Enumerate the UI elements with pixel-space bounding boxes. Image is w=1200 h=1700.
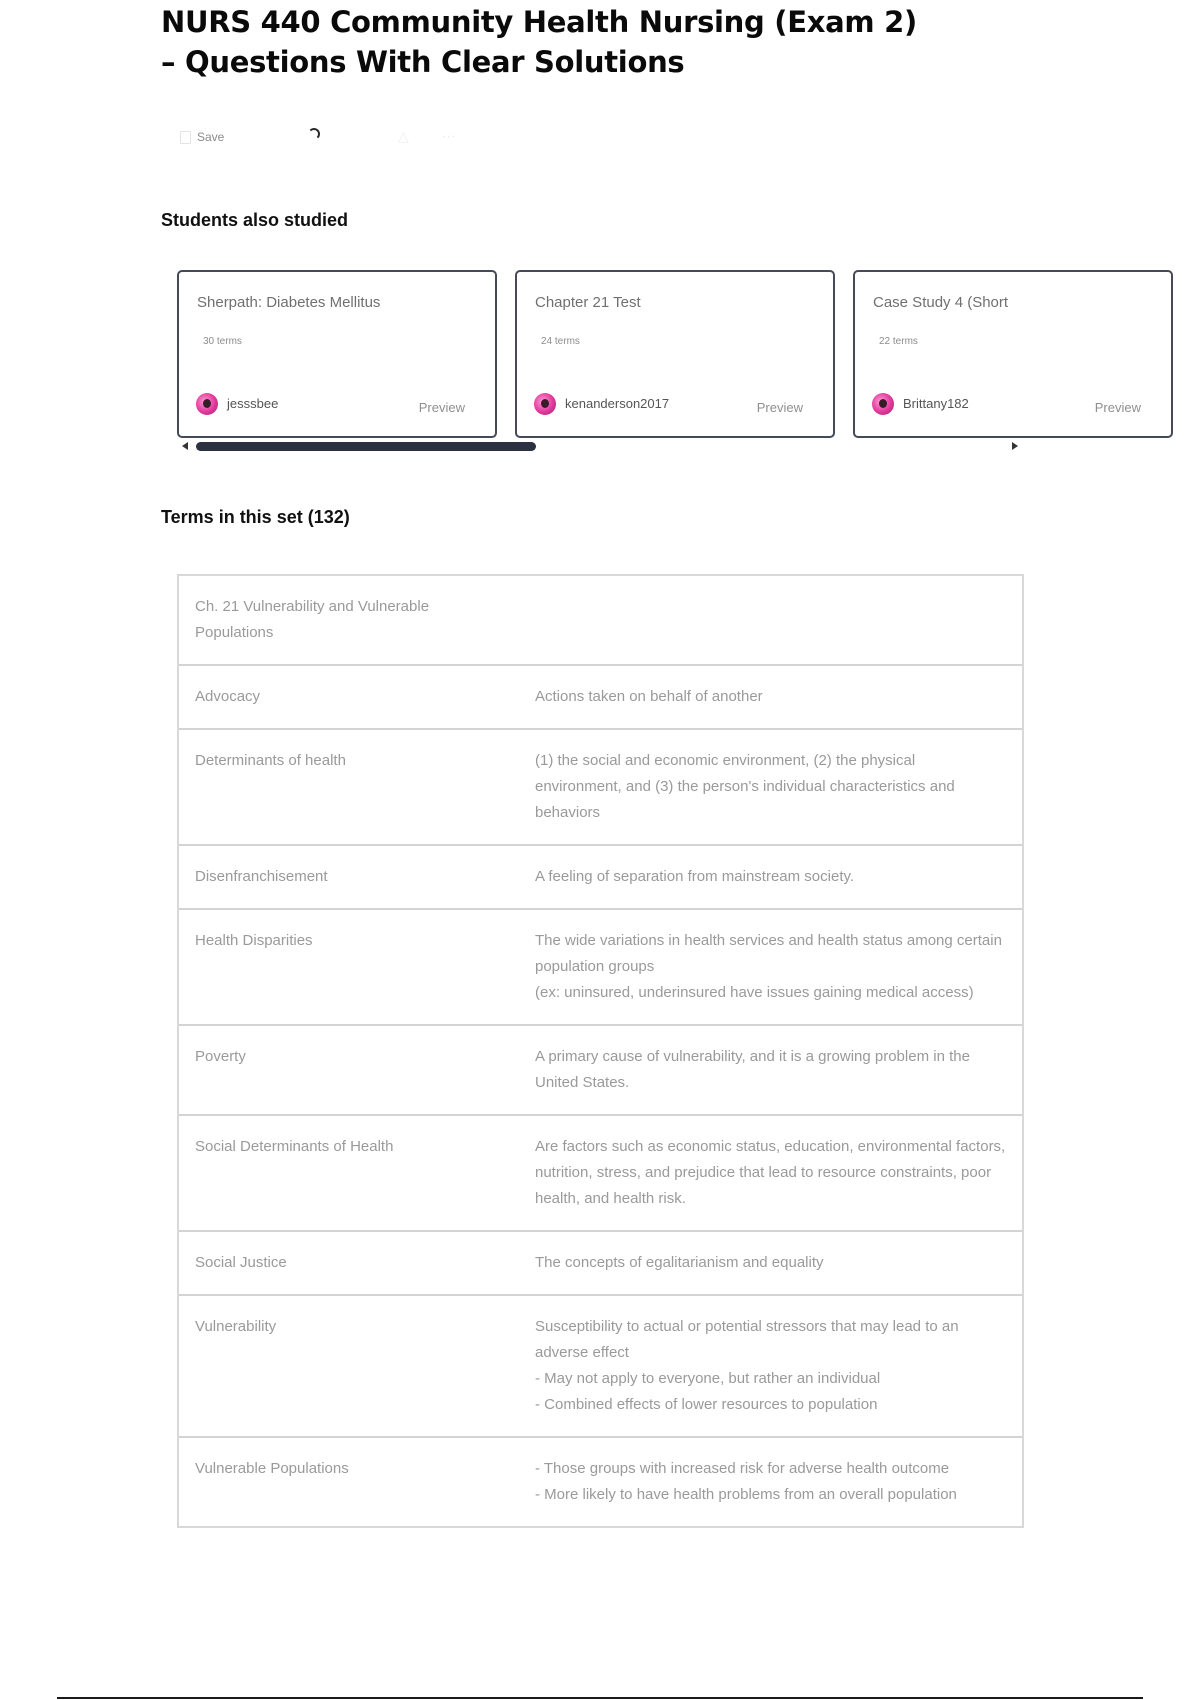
table-row — [179, 1436, 1022, 1526]
scroll-left-arrow-icon[interactable] — [182, 442, 188, 450]
action-bar — [180, 124, 456, 150]
term-definition — [475, 594, 1006, 646]
table-row — [179, 664, 1022, 728]
avatar — [196, 393, 218, 415]
term-definition: A feeling of separation from mainstream society. — [535, 868, 855, 885]
students-also-studied-heading: Students also studied — [161, 210, 349, 230]
bookmark-icon — [180, 131, 191, 144]
preview-button[interactable]: Preview — [418, 400, 465, 415]
study-set-card[interactable] — [853, 270, 1173, 438]
term-word: Ch. 21 Vulnerability and Vulnerable Populations — [195, 598, 430, 641]
table-row — [179, 908, 1022, 1024]
terms-heading: Terms in this set (132) — [161, 507, 350, 527]
term-word: Vulnerable Populations — [195, 1460, 349, 1477]
term-word: Disenfranchisement — [195, 868, 328, 885]
term-word: Determinants of health — [195, 752, 346, 769]
term-word: Advocacy — [195, 688, 261, 705]
table-row — [179, 1114, 1022, 1230]
term-word: Poverty — [195, 1048, 246, 1065]
study-set-card[interactable] — [515, 270, 835, 438]
preview-button[interactable]: Preview — [756, 400, 803, 415]
card-term-count: 24 terms — [541, 336, 580, 347]
table-row — [179, 1024, 1022, 1114]
term-word: Social Determinants of Health — [195, 1138, 394, 1155]
term-word: Social Justice — [195, 1254, 287, 1271]
avatar — [872, 393, 894, 415]
table-row — [179, 1230, 1022, 1294]
save-button[interactable] — [180, 130, 224, 144]
card-term-count: 22 terms — [879, 336, 918, 347]
study-set-card[interactable] — [177, 270, 497, 438]
table-row — [179, 1294, 1022, 1436]
term-definition: Susceptibility to actual or potential stressors that may lead to an adverse effect - May not apply to everyone, but rather an individual - Combined effects of lower resources to population — [535, 1318, 959, 1413]
scroll-right-arrow-icon[interactable] — [1012, 442, 1018, 450]
card-username: jesssbee — [227, 396, 279, 411]
carousel-scrollbar[interactable] — [196, 442, 536, 451]
preview-button[interactable]: Preview — [1094, 400, 1141, 415]
more-icon[interactable]: ⋯ — [442, 128, 456, 144]
terms-table — [177, 574, 1024, 1528]
card-username: Brittany182 — [903, 396, 969, 411]
term-definition: - Those groups with increased risk for adverse health outcome - More likely to have health problems from an overall population — [535, 1460, 957, 1503]
card-title: Case Study 4 (Short — [873, 294, 1009, 311]
share-icon[interactable]: △ — [398, 128, 409, 144]
card-title: Chapter 21 Test — [535, 294, 641, 311]
study-set-carousel — [177, 270, 1141, 456]
page-divider — [57, 1697, 1143, 1699]
table-row — [179, 728, 1022, 844]
card-title: Sherpath: Diabetes Mellitus — [197, 294, 381, 311]
term-definition: Actions taken on behalf of another — [535, 688, 763, 705]
card-username: kenanderson2017 — [565, 396, 670, 411]
term-definition: A primary cause of vulnerability, and it is a growing problem in the United States. — [535, 1048, 970, 1091]
page-title: NURS 440 Community Health Nursing (Exam 2) – Questions With Clear Solutions — [161, 5, 917, 79]
table-row — [179, 844, 1022, 908]
save-label: Save — [197, 130, 225, 144]
term-definition: Are factors such as economic status, education, environmental factors, nutrition, stress, and prejudice that lead to resource constraints, poor health, and health risk. — [535, 1138, 1006, 1207]
avatar — [534, 393, 556, 415]
term-word: Vulnerability — [195, 1318, 277, 1335]
term-definition: The wide variations in health services and health status among certain population groups (ex: uninsured, underinsured have issues gaining medical access) — [535, 932, 1002, 1001]
term-definition: (1) the social and economic environment, (2) the physical environment, and (3) the person's individual characteristics and behaviors — [535, 752, 955, 821]
card-term-count: 30 terms — [203, 336, 242, 347]
loading-spinner-icon — [308, 128, 320, 140]
term-word: Health Disparities — [195, 932, 313, 949]
term-definition: The concepts of egalitarianism and equality — [535, 1254, 824, 1271]
table-row — [179, 576, 1022, 664]
